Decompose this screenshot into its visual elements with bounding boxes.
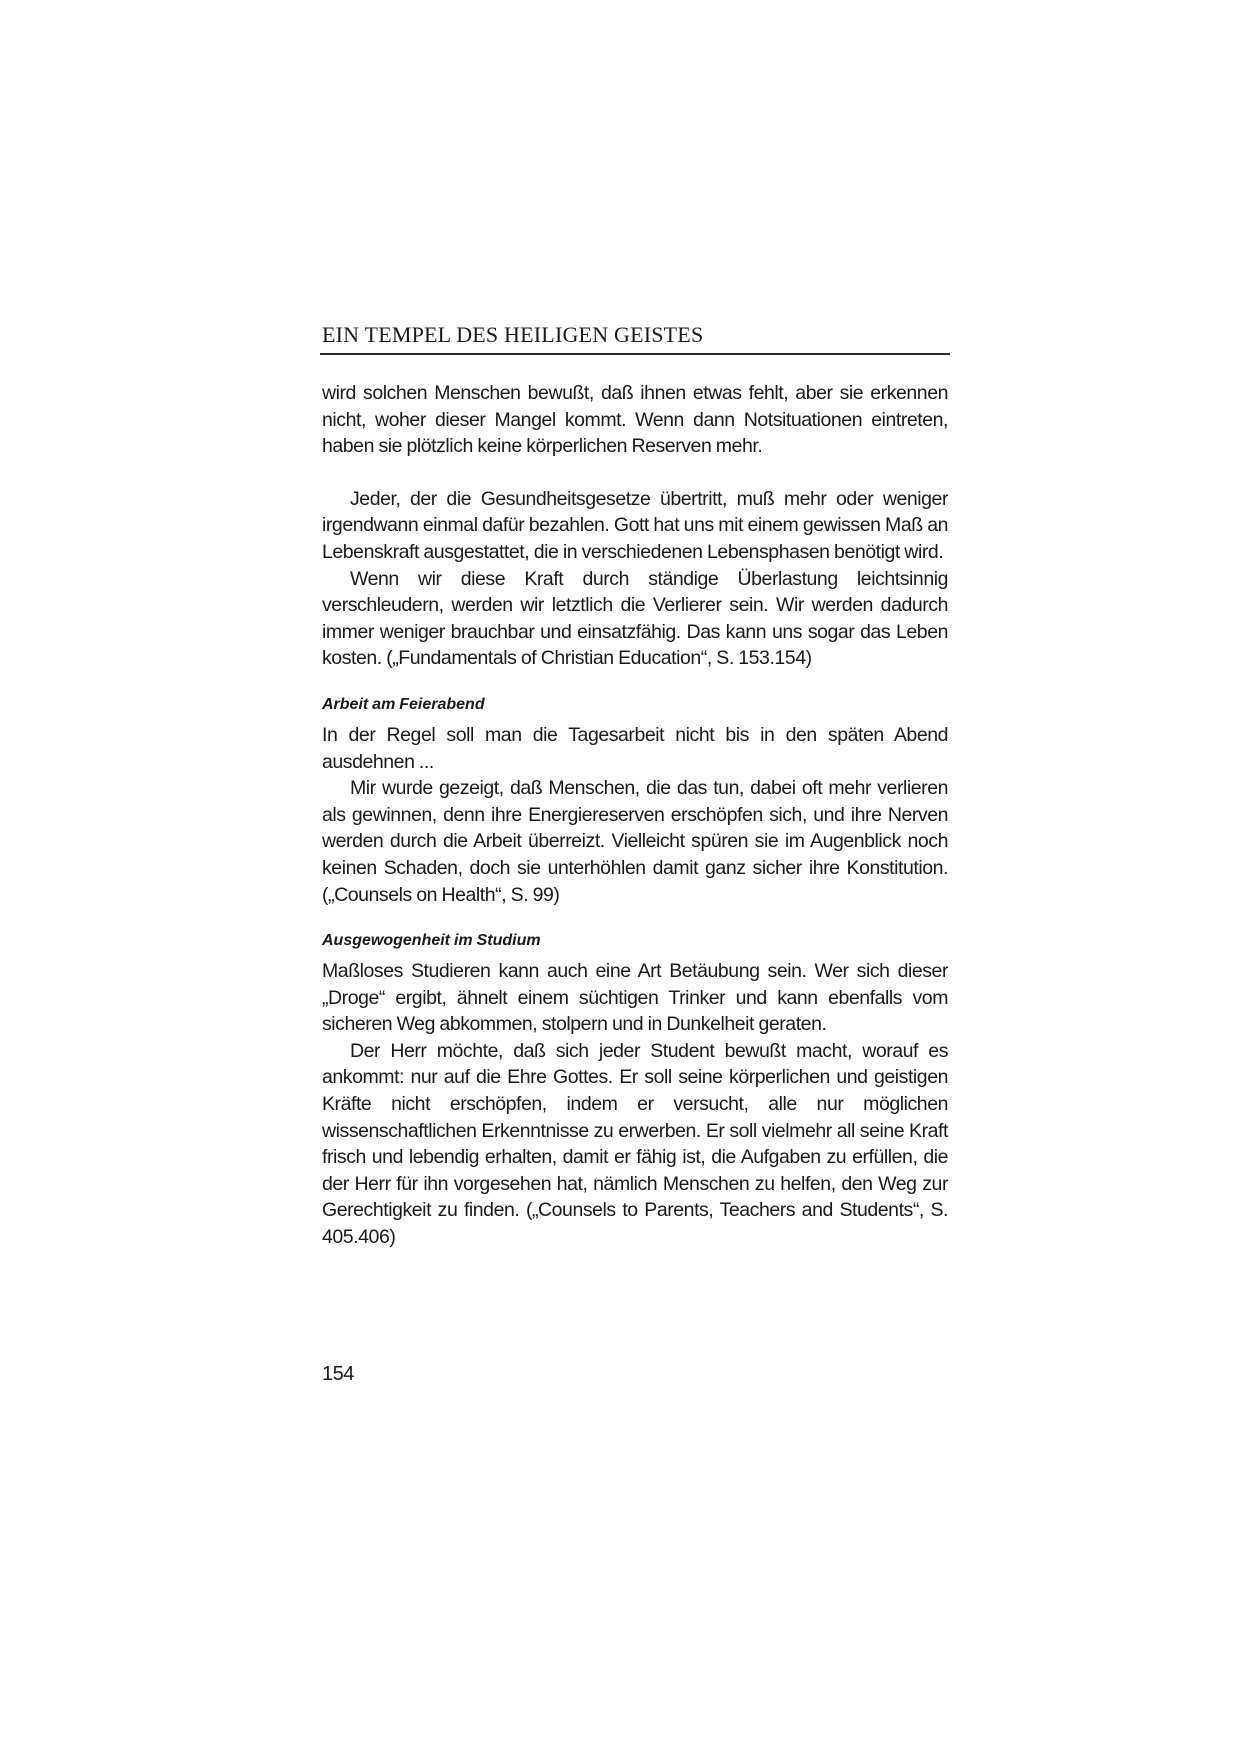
paragraph: In der Regel soll man die Tagesarbeit nicht bis in den späten Abend ausdehnen ...: [322, 723, 948, 773]
paragraph-continuation: wird solchen Menschen bewußt, daß ihnen etwas fehlt, aber sie erkennen nicht, woher dieser Mangel kommt. Wenn dann Notsituationen eintreten, haben sie plötzlich keine körperlichen Reserven mehr.: [322, 382, 948, 458]
section-heading-studium: Ausgewogenheit im Studium: [322, 932, 541, 950]
section-gap: [322, 908, 948, 928]
paragraph: Mir wurde gezeigt, daß Menschen, die das tun, dabei oft mehr verlieren als gewinnen, denn ihre Energiereserven erschöpfen sich, und ihre Nerven werden durch die Arbeit überreizt. Vielleicht spüren sie im Augenblick noch keinen Schaden, doch sie unterhöhlen damit ganz sicher ihre Konstitution. („Counsels on Health“, S. 99): [322, 777, 948, 906]
paragraph: Der Herr möchte, daß sich jeder Student bewußt macht, worauf es ankommt: nur auf die Ehre Gottes. Er soll seine körperlichen und geistigen Kräfte nicht erschöpfen, indem er versucht, alle nur möglichen wissenschaftlichen Erkenntnisse zu erwerben. Er soll vielmehr all seine Kraft frisch und lebendig erhalten, damit er fähig ist, die Aufgaben zu erfüllen, die der Herr für ihn vorgesehen hat, nämlich Menschen zu helfen, den Weg zur Gerechtigkeit zu finden. („Counsels to Parents, Teachers and Students“, S. 405.406): [322, 1039, 948, 1249]
section-heading-arbeit: Arbeit am Feierabend: [322, 695, 485, 713]
header-rule: [320, 353, 950, 355]
section-gap: [322, 672, 948, 692]
paragraph: Jeder, der die Gesundheitsgesetze übertritt, muß mehr oder weniger irgendwann einmal dafür bezahlen. Gott hat uns mit einem gewissen Maß an Lebenskraft ausgestattet, die in verschiedenen Lebensphasen benötigt wird.: [322, 487, 948, 563]
page-body: [322, 380, 948, 1251]
page-number: 154: [322, 1363, 354, 1385]
paragraph: Wenn wir diese Kraft durch ständige Überlastung leichtsinnig verschleudern, werden wir letztlich die Verlierer sein. Wir werden dadurch immer weniger brauchbar und einsatzfähig. Das kann uns sogar das Leben kosten. („Fundamentals of Christian Education“, S. 153.154): [322, 567, 948, 670]
paragraph-gap: [322, 460, 948, 486]
running-header: EIN TEMPEL DES HEILIGEN GEISTES: [322, 322, 704, 347]
paragraph: Maßloses Studieren kann auch eine Art Betäubung sein. Wer sich dieser „Droge“ ergibt, ähnelt einem süchtigen Trinker und kann ebenfalls vom sicheren Weg abkommen, stolpern und in Dunkelheit geraten.: [322, 960, 948, 1036]
